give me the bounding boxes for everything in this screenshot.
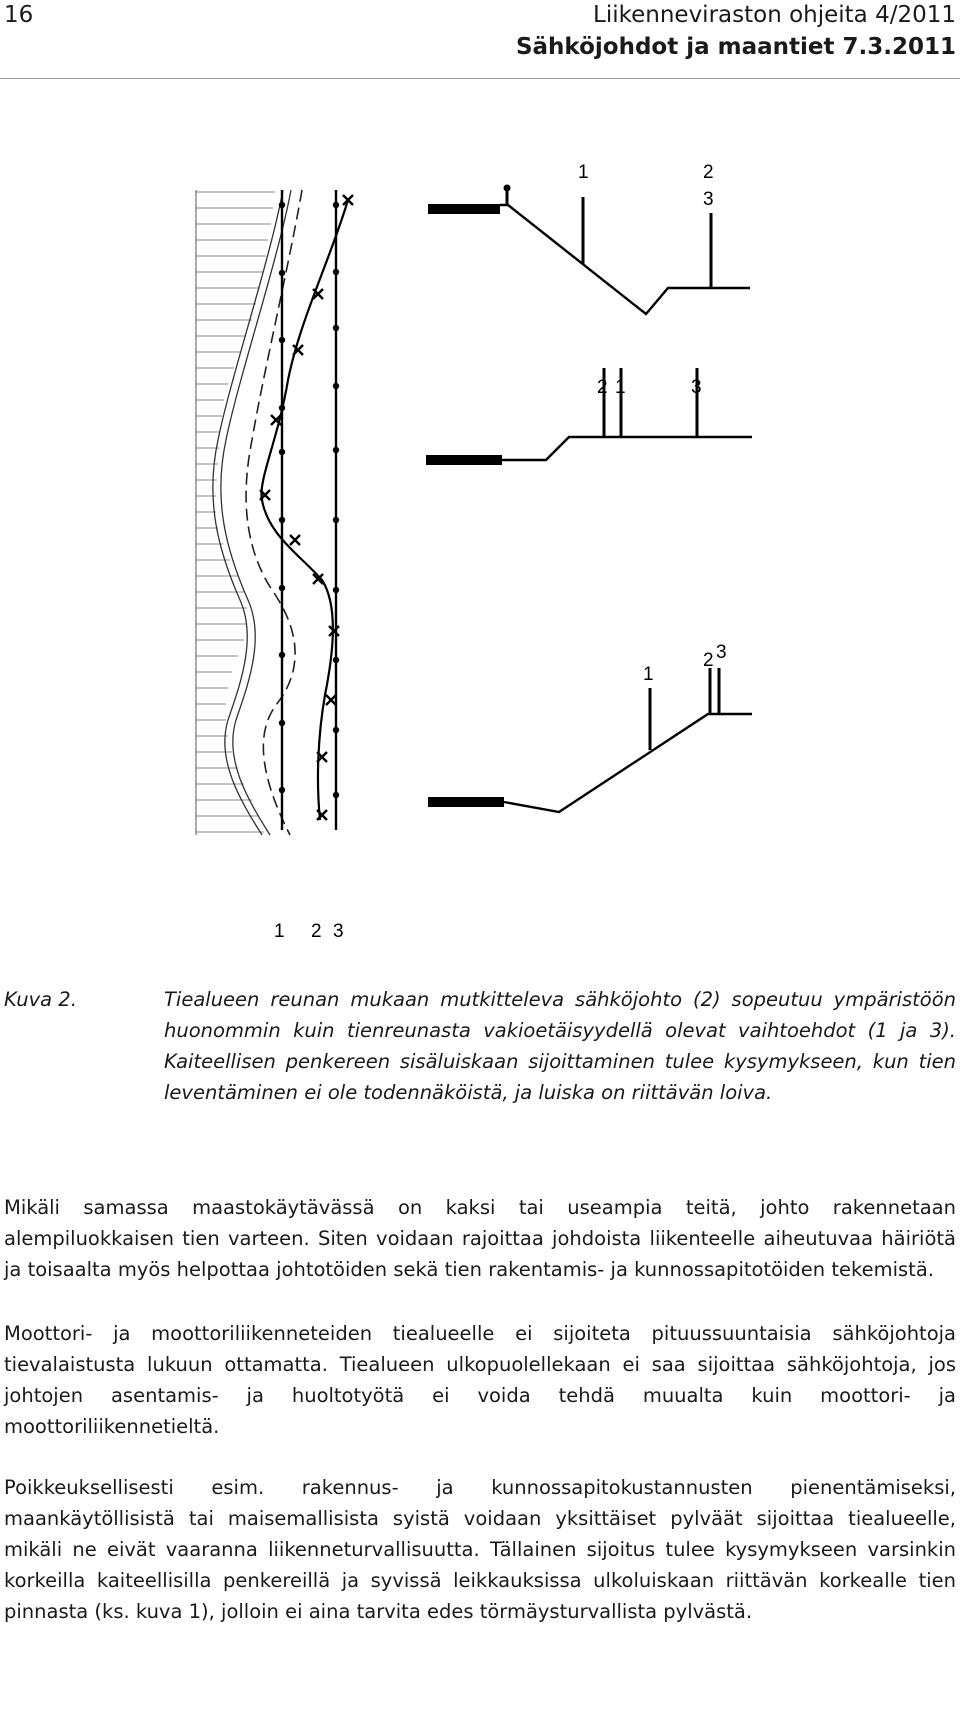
figure-power-line-placement bbox=[0, 150, 960, 950]
embankment-hatching bbox=[196, 192, 275, 832]
section-2-label-1: 1 bbox=[615, 377, 626, 398]
section-3-road-surface bbox=[428, 797, 504, 807]
plan-label-2: 2 bbox=[311, 921, 322, 942]
power-line-2-poles bbox=[260, 195, 353, 820]
section-2-road-surface bbox=[426, 455, 502, 465]
header-divider bbox=[0, 78, 960, 79]
document-title: Sähköjohdot ja maantiet 7.3.2011 bbox=[515, 34, 956, 60]
section-2-label-3: 3 bbox=[691, 377, 702, 398]
plan-view bbox=[196, 190, 353, 942]
road-shoulder-dashed bbox=[246, 190, 302, 835]
cross-section-3 bbox=[428, 642, 752, 812]
section-1-label-1: 1 bbox=[578, 162, 589, 183]
section-1-pole-2-top bbox=[504, 185, 511, 192]
section-3-ground-profile bbox=[504, 714, 752, 812]
plan-label-1: 1 bbox=[274, 921, 285, 942]
caption-text: Tiealueen reunan mukaan mutkitteleva sähköjohto (2) sopeutuu ympäristöön huonommin kuin tienreunasta vakioetäisyydellä olevat vaihtoehdot (1 ja 3). Kaiteellisen penkereen sisäluiskaan sijoittaminen tulee kysymykseen, kun tien leventäminen ei ole todennäköistä, ja luiska on riittävän loiva. bbox=[164, 988, 956, 1104]
page-header bbox=[0, 0, 960, 90]
caption-label: Kuva 2. bbox=[4, 988, 77, 1011]
paragraph-1: Mikäli samassa maastokäytävässä on kaksi tai useampia teitä, johto rakennetaan alempiluokkaisen tien varteen. Siten voidaan rajoittaa johdoista liikenteelle aiheutuvaa häiriötä ja toisaalta myös helpottaa johtotöiden sekä tien rakentamis- ja kunnossapitotöiden tekemistä. bbox=[4, 1196, 956, 1281]
section-3-label-2: 2 bbox=[703, 650, 714, 671]
section-1-road-surface bbox=[428, 204, 500, 214]
cross-section-1 bbox=[428, 162, 750, 314]
section-1-label-2: 2 bbox=[703, 162, 714, 183]
section-2-label-2: 2 bbox=[597, 377, 608, 398]
road-edge-inner bbox=[221, 190, 291, 835]
paragraph-3: Poikkeuksellisesti esim. rakennus- ja kunnossapitokustannusten pienentämiseksi, maankäytöllisistä tai maisemallisista syistä voidaan yksittäiset pylväät sijoittaa tiealueelle, mikäli ne eivät vaaranna liikenneturvallisuutta. Tällainen sijoitus tulee kysymykseen varsinkin korkeilla kaiteellisilla penkereillä ja syvissä leikkauksissa ulkoluiskaan riittävän korkealle tien pinnasta (ks. kuva 1), jolloin ei aina tarvita edes törmäysturvallista pylvästä. bbox=[4, 1476, 956, 1623]
section-3-label-1: 1 bbox=[643, 664, 654, 685]
cross-section-2 bbox=[426, 368, 752, 465]
section-1-label-3: 3 bbox=[703, 189, 714, 210]
paragraph-2: Moottori- ja moottoriliikenneteiden tiealueelle ei sijoiteta pituussuuntaisia sähköjohtoja tievalaistusta lukuun ottamatta. Tiealueen ulkopuolellekaan ei saa sijoittaa sähköjohtoja, jos johtojen asentamis- ja huoltotyötä ei voida tehdä muualta kuin moottori- ja moottoriliikennetieltä. bbox=[4, 1322, 956, 1438]
publication-series: Liikenneviraston ohjeita 4/2011 bbox=[593, 2, 956, 28]
plan-label-3: 3 bbox=[333, 921, 344, 942]
section-2-ground-profile bbox=[502, 437, 752, 460]
page-number: 16 bbox=[4, 2, 34, 28]
section-3-label-3: 3 bbox=[716, 642, 727, 663]
road-edge-outer bbox=[213, 190, 283, 835]
